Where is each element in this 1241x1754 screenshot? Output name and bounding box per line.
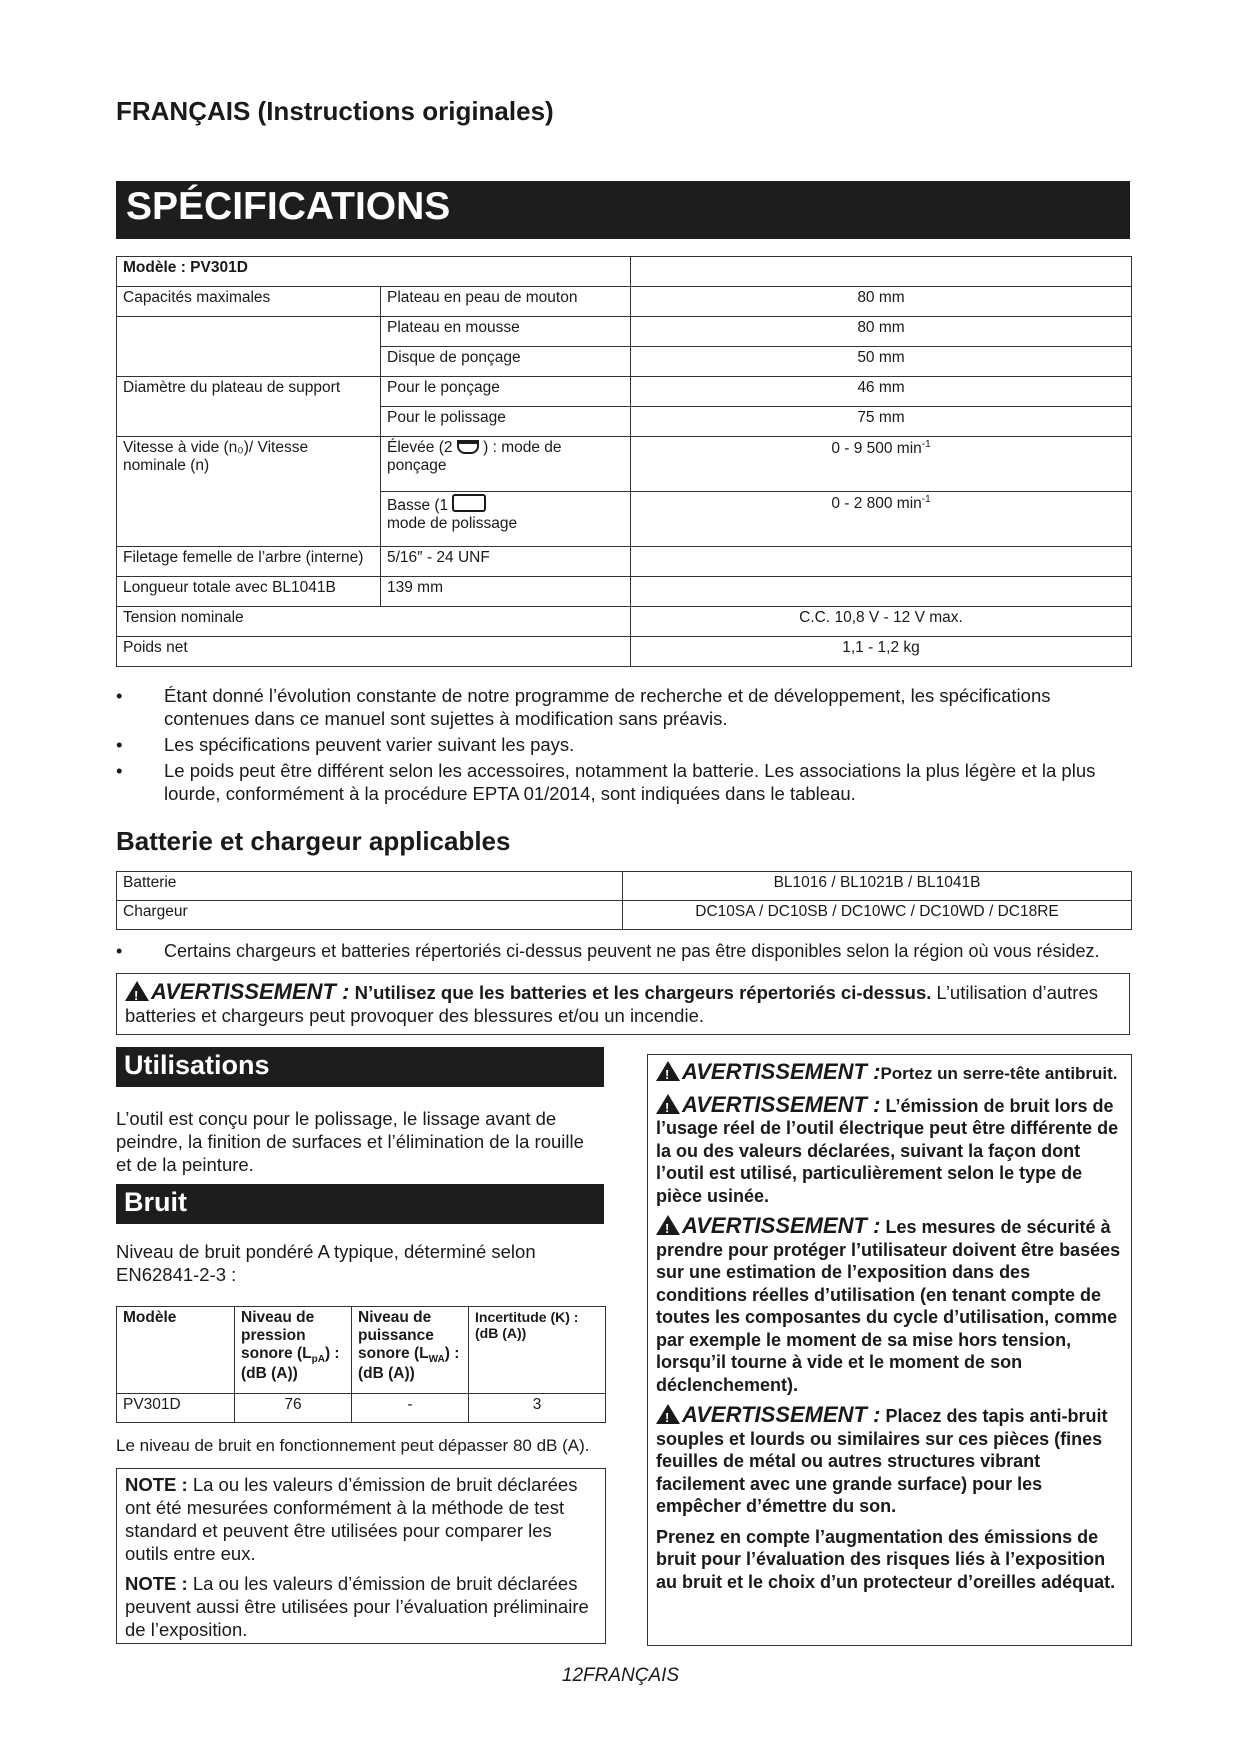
col-model: Modèle (117, 1307, 235, 1394)
noise-warnings (647, 1054, 1132, 1646)
row-model: PV301D (117, 1394, 235, 1423)
battery-label: Batterie (117, 872, 623, 901)
superscript: -1 (921, 494, 931, 505)
warning-icon (656, 1215, 680, 1235)
noise-notes (116, 1468, 606, 1644)
battery-table (116, 871, 1132, 930)
list-item: • Étant donné l’évolution constante de notre programme de recherche et de développement, les spécifications contenues dans ce manuel sont sujettes à modification sans préavis. (116, 684, 1136, 730)
table-row (117, 437, 1132, 492)
weight-label: Poids net (117, 637, 631, 667)
noise-intro: Niveau de bruit pondéré A typique, déterminé selon EN62841-2-3 : (116, 1241, 536, 1285)
speed-low-suffix: mode de polissage (387, 515, 518, 532)
col-uncertainty: Incertitude (K) : (dB (A)) (469, 1307, 606, 1394)
uses-heading: Utilisations (116, 1047, 604, 1087)
table-row (117, 637, 1132, 667)
col-pressure-sub: pA (311, 1354, 325, 1366)
battery-warning (116, 973, 1130, 1035)
table-row (117, 407, 1132, 437)
speed-high-value: 0 - 9 500 min (831, 440, 922, 458)
warning-closing: Prenez en compte l’augmentation des émissions de bruit pour l’évaluation des risques liés à l’exposition au bruit et le choix d’un protecteur d’oreilles adéquat. (656, 1526, 1116, 1592)
row-pressure: 76 (235, 1394, 352, 1423)
battery-note: • Certains chargeurs et batteries répertoriés ci-dessus peuvent ne pas être disponibles selon la région où vous résidez. (116, 940, 1136, 963)
table-row (117, 257, 1132, 287)
voltage-label: Tension nominale (117, 607, 631, 637)
voltage-value: C.C. 10,8 V - 12 V max. (631, 607, 1132, 637)
support-sanding-value: 46 mm (631, 377, 1132, 407)
noise-over80: Le niveau de bruit en fonctionnement peut dépasser 80 dB (A). (116, 1436, 590, 1455)
warning-2: L’émission de bruit lors de l’usage réel de l’outil électrique peut être différente de la ou des valeurs déclarées, suivant la façon dont l’outil est utilisé, particulièrement selon le type de pièce usinée. (656, 1095, 1119, 1206)
warning-3: Les mesures de sécurité à prendre pour protéger l’utilisateur doivent être basées sur une estimation de l’exposition dans des conditions réelles d’utilisation (en tenant compte de toutes les composantes du cycle d’utilisation, comme par exemple le moment de sa mise hors tension, lorsqu’il tourne à vide et le moment de son déclenchement). (656, 1217, 1121, 1395)
row-power: - (352, 1394, 469, 1423)
disc-label: Disque de ponçage (381, 347, 631, 377)
note-2: La ou les valeurs d’émission de bruit déclarées peuvent aussi être utilisées pour l’évaluation préliminaire de l’exposition. (125, 1573, 589, 1640)
page-footer: 12FRANÇAIS (561, 1665, 680, 1686)
warning-icon (656, 1094, 680, 1114)
warning-label: AVERTISSEMENT : (151, 979, 350, 1004)
warning-4: Placez des tapis anti-bruit souples et lourds ou similaires sur ces pièces (fines feuilles de métal ou autres structures vibrant facilement avec une grande surface) pour les empêcher d’émettre du son. (656, 1406, 1108, 1516)
table-row (117, 1307, 606, 1394)
warning-label: AVERTISSEMENT : (682, 1213, 881, 1238)
warning-icon (656, 1404, 680, 1424)
warning-bold: N’utilisez que les batteries et les chargeurs répertoriés ci-dessus. (354, 982, 932, 1003)
table-row (117, 577, 1132, 607)
speed-high-suffix: ) : mode de ponçage (387, 439, 562, 474)
table-row (117, 1394, 606, 1423)
language-title: FRANÇAIS (Instructions originales) (116, 96, 554, 126)
table-row (117, 287, 1132, 317)
speed-high-label: Élevée (2 (387, 439, 453, 456)
note-1: La ou les valeurs d’émission de bruit déclarées ont été mesurées conformément à la méthode de test standard et peuvent être utilisées pour comparer les outils entre eux. (125, 1474, 578, 1564)
battery-heading: Batterie et chargeur applicables (116, 826, 511, 856)
col-pressure-unit: ) : (dB (A)) (241, 1345, 340, 1383)
uses-text: L’outil est conçu pour le polissage, le lissage avant de peindre, la finition de surfaces et l’élimination de la rouille et de la peinture. (116, 1108, 584, 1175)
list-item: • Le poids peut être différent selon les accessoires, notamment la batterie. Les associations la plus légère et la plus lourde, conformément à la procédure EPTA 01/2014, sont indiquées dans le tableau. (116, 759, 1136, 805)
table-row (117, 347, 1132, 377)
note-label: NOTE : (125, 1474, 188, 1495)
pad-wool-value: 80 mm (631, 287, 1132, 317)
length-label: Longueur totale avec BL1041B (117, 577, 381, 607)
warning-text: L’utilisation d’autres batteries et chargeurs peut provoquer des blessures et/ou un incendie. (125, 982, 1099, 1026)
polishing-mode-icon (452, 494, 486, 512)
col-power-unit: ) : (dB (A)) (358, 1345, 460, 1383)
warning-icon (125, 981, 149, 1001)
table-row (117, 901, 1132, 930)
row-uncertainty: 3 (469, 1394, 606, 1423)
col-power: Niveau de puissance sonore (L (358, 1309, 434, 1362)
thread-value: 5/16″ - 24 UNF (381, 547, 631, 577)
warning-label: AVERTISSEMENT : (682, 1059, 881, 1084)
speed-low-label: Basse (1 (387, 497, 449, 514)
speed-low-value: 0 - 2 800 min (831, 495, 922, 513)
spec-notes (116, 684, 1136, 808)
specifications-heading: SPÉCIFICATIONS (116, 181, 1130, 239)
superscript: -1 (921, 439, 931, 450)
thread-label: Filetage femelle de l’arbre (interne) (117, 547, 381, 577)
support-sanding-label: Pour le ponçage (381, 377, 631, 407)
table-row (117, 547, 1132, 577)
disc-value: 50 mm (631, 347, 1132, 377)
pad-foam-value: 80 mm (631, 317, 1132, 347)
support-label: Diamètre du plateau de support (117, 377, 381, 407)
warning-label: AVERTISSEMENT : (682, 1402, 881, 1427)
noise-heading: Bruit (116, 1184, 604, 1224)
max-capacity-label: Capacités maximales (123, 289, 271, 306)
support-polishing-value: 75 mm (631, 407, 1132, 437)
speed-label: Vitesse à vide (n₀)/ Vitesse nominale (n) (117, 437, 381, 492)
length-value: 139 mm (381, 577, 631, 607)
warning-1: Portez un serre-tête antibruit. (880, 1064, 1118, 1083)
specifications-table (116, 256, 1132, 667)
charger-label: Chargeur (117, 901, 623, 930)
charger-value: DC10SA / DC10SB / DC10WC / DC10WD / DC18RE (623, 901, 1132, 930)
table-row (117, 872, 1132, 901)
warning-icon (656, 1061, 680, 1081)
note-label: NOTE : (125, 1573, 188, 1594)
model-cell: Modèle : PV301D (117, 257, 631, 287)
col-power-sub: WA (428, 1354, 445, 1366)
sanding-mode-icon (457, 440, 479, 454)
weight-value: 1,1 - 1,2 kg (631, 637, 1132, 667)
table-row (117, 492, 1132, 547)
table-row (117, 377, 1132, 407)
pad-foam-label: Plateau en mousse (381, 317, 631, 347)
table-row (117, 317, 1132, 347)
pad-wool-label: Plateau en peau de mouton (387, 289, 578, 306)
noise-table (116, 1306, 606, 1423)
warning-label: AVERTISSEMENT : (682, 1091, 881, 1117)
list-item: • Les spécifications peuvent varier suivant les pays. (116, 733, 1136, 756)
table-row (117, 607, 1132, 637)
col-pressure: Niveau de pression sonore (L (241, 1309, 315, 1362)
support-polishing-label: Pour le polissage (381, 407, 631, 437)
battery-value: BL1016 / BL1021B / BL1041B (623, 872, 1132, 901)
